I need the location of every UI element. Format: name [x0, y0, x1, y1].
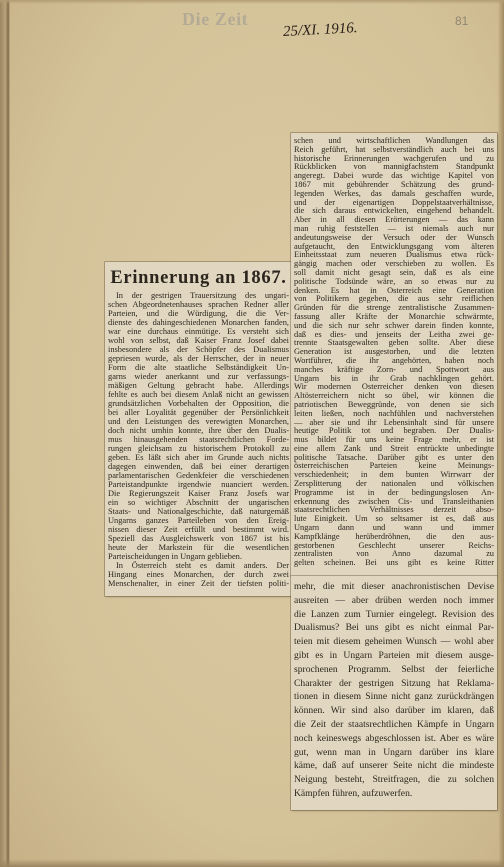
- text-line: zentralisten von Anno dazumal zu: [294, 550, 494, 559]
- text-line: insbesondere als der Schöpfer des Dualismus: [108, 345, 289, 354]
- text-line: Rückblicken von mannigfachstem Standpunkt: [294, 163, 494, 172]
- text-line: daß es dies- und jenseits der Leitha zwei ge-: [294, 330, 494, 339]
- text-line: gängig machen oder verschieben zu wollen. Es: [294, 260, 494, 269]
- text-line: grundsätzlichen Vorbehalten der Opposition, die: [108, 399, 289, 408]
- text-line: aufgetaucht, den Entwicklungsgang vom älteren: [294, 242, 494, 251]
- text-line: Wortführer, die ihr angehörten, haben noch: [294, 356, 494, 365]
- text-line: gestorbenen Geschlecht unserer Reichs-: [294, 541, 494, 550]
- text-line: eine allem Zank und Streit entrückte unbedingte: [294, 444, 494, 453]
- text-line: dagegen einwenden, daß bei einer derartigen: [108, 462, 289, 471]
- text-line: Dualismus? Bei uns gibt es nicht einmal Par-: [294, 622, 494, 634]
- left-column-text: [108, 291, 289, 588]
- sheet-right-edge: [498, 0, 504, 867]
- text-line: tionen in diesem Sinne nicht ganz zurückdrängen: [294, 691, 494, 703]
- text-line: parlamentarischen Gedenkfeier die verschiedenen: [108, 471, 289, 480]
- text-line: manches kräftige Zorn- und Spottwort aus: [294, 365, 494, 374]
- text-line: käme, daß auf unserer Seite nicht die mindeste: [294, 760, 494, 772]
- text-line: österreichischen Parteien keine Meinungs-: [294, 462, 494, 471]
- text-line: Aber in all diesen Erörterungen — das kann: [294, 216, 494, 225]
- text-line: und der eigenartigen Doppelstaatverhältnisse,: [294, 198, 494, 207]
- text-line: gut, wenn man in Ungarn darüber ins klare: [294, 746, 494, 758]
- text-line: und die sich nur sehr schwer darein finden konnte,: [294, 321, 494, 330]
- text-line: sprochenen Programm. Selbst der feierliche: [294, 663, 494, 675]
- text-line: gelten scheinen. Bei uns gibt es keine Ritter: [294, 559, 494, 568]
- text-line: Die Regierungszeit Kaiser Franz Josefs war: [108, 489, 289, 498]
- article-title: Erinnerung an 1867.: [110, 268, 287, 288]
- text-line: Altösterreichern nicht so übel, wir können die: [294, 392, 494, 401]
- sheet-bottom-edge: [0, 859, 504, 867]
- text-line: — aber sie und ihr Lebensinhalt sind für unsere: [294, 418, 494, 427]
- text-line: Parteistandpunkte irgendwie nuanciert werden.: [108, 480, 289, 489]
- text-line: war eine durchaus einmütige. Es versteht sich: [108, 327, 289, 336]
- text-line: Kampfklänge herüberdröhnen, die den aus-: [294, 532, 494, 541]
- text-line: garns wieder anerkannt und zur verfassungs-: [108, 372, 289, 381]
- text-line: die sich daraus entwickelten, eingehend behandelt.: [294, 207, 494, 216]
- text-line: Ungarns ganzes Parteileben von den Ereig-: [108, 516, 289, 525]
- text-line: ausreiten — aber drüben werden noch immer: [294, 594, 494, 606]
- text-line: Wir modernen Österreicher denken von diesen: [294, 383, 494, 392]
- text-line: die Zeit der staatsrechtlichen Kämpfe in Ungarn: [294, 718, 494, 730]
- clipping-right-column-bottom: [291, 576, 497, 810]
- text-line: heute der Markstein für die wesentlichen: [108, 543, 289, 552]
- text-line: Programme ist in der bedingungslosen An-: [294, 488, 494, 497]
- text-line: können. Wir sind also darüber im klaren, daß: [294, 705, 494, 717]
- text-line: gepriesen wurde, als der Herrscher, der in neuer: [108, 354, 289, 363]
- text-line: mehr, die mit dieser anachronistischen Devise: [294, 581, 494, 592]
- text-line: Neigung besteht, Streitfragen, die zu solchen: [294, 774, 494, 786]
- text-line: historische Erinnerungen wachgerufen und zu: [294, 154, 494, 163]
- text-line: erkennung des zwischen Cis- und Transleithanien: [294, 497, 494, 506]
- text-line: fassung aller Kräfte der Monarchie schwärmte,: [294, 312, 494, 321]
- text-line: Gründen für die strenge zentralistische Zusammen-: [294, 304, 494, 313]
- text-line: 1867 mit gebührender Schätzung des grund-: [294, 180, 494, 189]
- text-line: politische Tatsache. Darüber gibt es unter den: [294, 453, 494, 462]
- text-line: Einheitsstaat zum neueren Dualismus etwa rück-: [294, 251, 494, 260]
- text-line: lute Einigkeit. Um so seltsamer ist es, daß aus: [294, 515, 494, 524]
- text-line: angeregt. Dabei wurde das wichtige Kapitel von: [294, 172, 494, 181]
- text-line: teien mit diesem geheimen Wunsch — wohl aber: [294, 636, 494, 648]
- text-line: schen Abgeordnetenhauses sprachen Redner aller: [108, 300, 289, 309]
- text-line: trennte Staatsgewalten geben sollte. Aber diese: [294, 339, 494, 348]
- text-line: und den Leistungen des verewigten Monarchen,: [108, 417, 289, 426]
- text-line: von Politikern gegeben, die aus sehr reiflichen: [294, 295, 494, 304]
- paragraph: [294, 580, 494, 801]
- text-line: doch nicht umhin konnte, ihre über den Dualis-: [108, 426, 289, 435]
- text-line: Speziell das Ausgleichswerk von 1867 ist bis: [108, 534, 289, 543]
- text-line: Menschenalter, in einer Zeit der tiefsten politi-: [108, 579, 289, 588]
- text-line: dienste des dahingeschiedenen Monarchen fanden,: [108, 318, 289, 327]
- right-column-top-text: [294, 137, 494, 568]
- right-column-bottom-text: [294, 580, 494, 801]
- text-line: schen und wirtschaftlichen Wandlungen das: [294, 137, 494, 145]
- text-line: geben. Es läßt sich aber im Grunde auch nichts: [108, 453, 289, 462]
- text-line: denken. Es hat in Österreich eine Generation: [294, 286, 494, 295]
- text-line: die Lanzen zum Turnier eingelegt. Revision des: [294, 608, 494, 620]
- sheet-left-edge: [0, 0, 10, 867]
- text-line: Zersplitterung der nationalen und völkischen: [294, 480, 494, 489]
- text-line: heutige Politik tot und begraben. Der Dualis-: [294, 427, 494, 436]
- sheet-top-edge: [0, 0, 504, 4]
- handwritten-date: 25/XI. 1916.: [282, 20, 358, 40]
- text-line: andeutungsweise der Versuch oder der Wunsch: [294, 233, 494, 242]
- clipping-left-column: [105, 262, 292, 596]
- text-line: Reich geführt, hat selbstverständlich auch bei uns: [294, 145, 494, 154]
- archive-number: 81: [455, 14, 469, 28]
- text-line: Parteien, und die Würdigung, die die Ver-: [108, 309, 289, 318]
- text-line: noch keineswegs abgeschlossen ist. Aber es wäre: [294, 732, 494, 744]
- text-line: leiten ließen, noch nachfühlen und nachverstehen: [294, 409, 494, 418]
- text-line: Hingang eines Monarchen, der durch zwei: [108, 570, 289, 579]
- text-line: staatsrechtlichen Verhältnisses derzeit abso-: [294, 506, 494, 515]
- text-line: wohl von selbst, daß Kaiser Franz Josef dabei: [108, 336, 289, 345]
- text-line: Staats- und Nationalgeschichte, daß naturgemäß: [108, 507, 289, 516]
- text-line: politische Todsünde wäre, an so etwas nur zu: [294, 277, 494, 286]
- text-line: nissen dieser Zeit erfüllt und bestimmt wird.: [108, 525, 289, 534]
- text-line: ein so wichtiger Abschnitt der ungarischen: [108, 498, 289, 507]
- text-line: legenden Werkes, das damals geschaffen wurde,: [294, 189, 494, 198]
- text-line: bei aller Loyalität gegenüber der Persönlichkeit: [108, 408, 289, 417]
- text-line: In der gestrigen Trauersitzung des ungari-: [116, 291, 289, 300]
- text-line: Parteischeidungen in Ungarn geblieben.: [108, 552, 242, 561]
- text-line: Generation ist ausgestorben, und die letzten: [294, 348, 494, 357]
- masthead-stamp: Die Zeit: [182, 9, 249, 29]
- text-line: In Österreich steht es damit anders. Der: [116, 561, 289, 570]
- text-line: Charakter der gestrigen Sitzung hat Reklama-: [294, 677, 494, 689]
- paragraph: [108, 291, 289, 561]
- paragraph: [108, 561, 289, 588]
- text-line: patriotischen Beweggründe, von denen sie sich: [294, 400, 494, 409]
- text-line: gibt es in Ungarn Parteien mit diesem ausge-: [294, 649, 494, 661]
- text-line: mus bildet für uns keine Frage mehr, er ist: [294, 436, 494, 445]
- text-line: verschiedenheit; in dem bunten Wirrwarr der: [294, 471, 494, 480]
- clipping-right-column-top: [291, 133, 497, 576]
- text-line: Kämpfen führen, aufzuwerfen.: [294, 787, 413, 799]
- text-line: Ungarn dann und wann und immer: [294, 524, 494, 533]
- text-line: fehlte es auch bei diesem Anlaß nicht an gewissen: [108, 390, 289, 399]
- text-line: mus hinausgehenden staatsrechtlichen Forde-: [108, 435, 289, 444]
- text-line: man ruhig feststellen — ist niemals auch nur: [294, 224, 494, 233]
- text-line: Form die alte staatliche Selbständigkeit Un-: [108, 363, 289, 372]
- text-line: mäßigen Geltung gebracht habe. Allerdings: [108, 381, 289, 390]
- text-line: soll damit nicht gesagt sein, daß es als eine: [294, 268, 494, 277]
- text-line: Ungarn bis in ihr Grab nachklingen gehört.: [294, 374, 494, 383]
- paragraph: [294, 137, 494, 568]
- text-line: rungen gleichsam zu historischem Protokoll zu: [108, 444, 289, 453]
